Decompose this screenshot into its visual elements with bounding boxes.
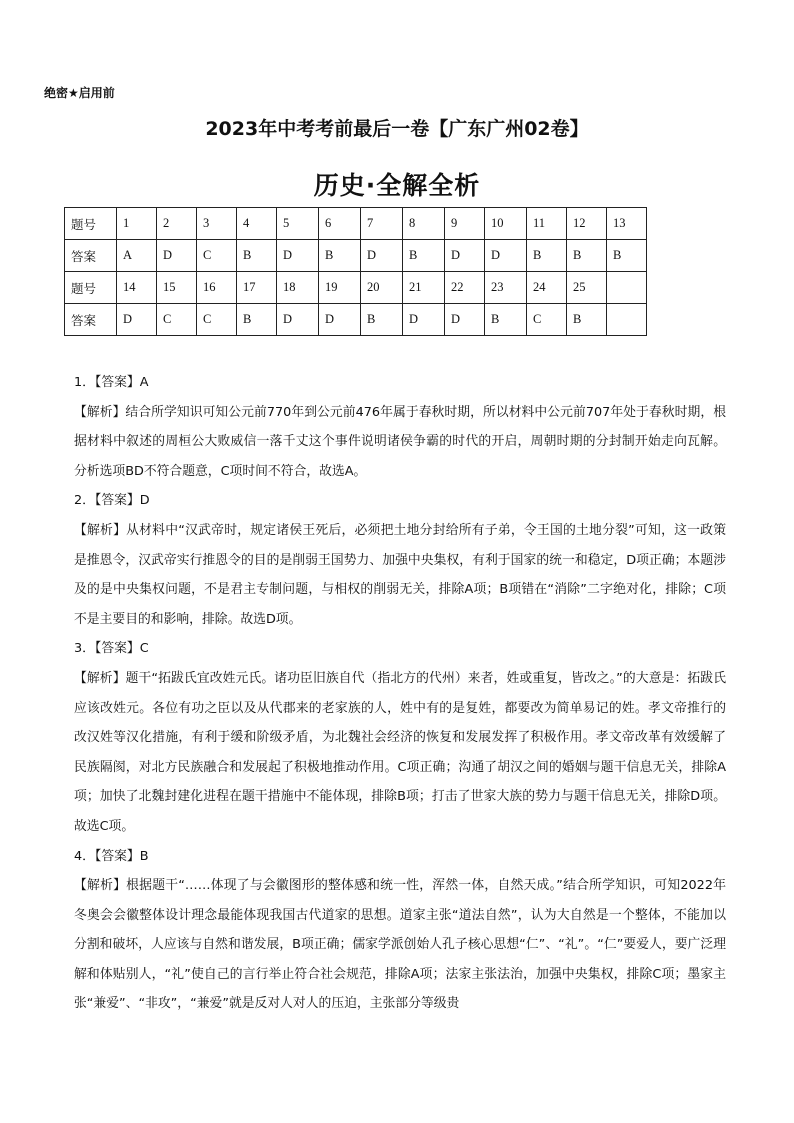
row-header-cell: 题号 [65, 208, 117, 240]
table-cell: B [237, 304, 277, 336]
table-cell: 20 [361, 272, 403, 304]
table-cell: 18 [277, 272, 319, 304]
table-cell: D [485, 240, 527, 272]
table-cell: B [607, 240, 647, 272]
table-cell: D [403, 304, 445, 336]
table-cell: B [237, 240, 277, 272]
table-cell: D [277, 240, 319, 272]
table-cell: B [567, 304, 607, 336]
analysis-text: 【解析】根据题干“……体现了与会徽图形的整体感和统一性，浑然一体，自然天成。”结合所学知识，可知2022年冬奥会会徽整体设计理念最能体现我国古代道家的思想。道家主张“道法自然”，认为大自然是一个整体，不能加以分割和破坏，人应该与自然和谐发展，B项正确；儒家学派创始人孔子核心思想“仁”、“礼”。“仁”要爱人，要广泛理解和体贴别人，“礼”使自己的言行举止符合社会规范，排除A项；法家主张法治，加强中央集权，排除C项；墨家主张“兼爱”、“非攻”，“兼爱”就是反对人对人的压迫，主张部分等级贵 [74, 878, 726, 1012]
table-cell: 16 [197, 272, 237, 304]
table-cell: 10 [485, 208, 527, 240]
table-cell: B [567, 240, 607, 272]
table-cell: B [527, 240, 567, 272]
row-header-cell: 答案 [65, 240, 117, 272]
table-cell: 8 [403, 208, 445, 240]
table-cell: 1 [117, 208, 157, 240]
question-block [74, 486, 726, 634]
table-cell: 22 [445, 272, 485, 304]
answer-table [64, 207, 647, 336]
table-cell: D [277, 304, 319, 336]
analysis-text: 【解析】结合所学知识可知公元前770年到公元前476年属于春秋时期，所以材料中公元前707年处于春秋时期，根据材料中叙述的周桓公大败威信一落千丈这个事件说明诸侯争霸的时代的开启，周朝时期的分封制开始走向瓦解。分析选项BD不符合题意，C项时间不符合，故选A。 [74, 404, 726, 479]
table-cell: B [361, 304, 403, 336]
table-cell: 3 [197, 208, 237, 240]
analysis-section [74, 368, 726, 1019]
table-cell: 7 [361, 208, 403, 240]
table-row [65, 208, 647, 240]
table-cell [607, 272, 647, 304]
table-cell: 17 [237, 272, 277, 304]
table-row [65, 304, 647, 336]
question-block [74, 634, 726, 841]
table-cell: 4 [237, 208, 277, 240]
question-block [74, 842, 726, 1020]
answer-line: 1．【答案】A [74, 375, 149, 390]
analysis-text: 【解析】题干“拓跋氏宜改姓元氏。诸功臣旧族自代（指北方的代州）来者，姓或重复，皆改之。”的大意是：拓跋氏应该改姓元。各位有功之臣以及从代郡来的老家族的人，姓中有的是复姓，都要改为简单易记的姓。孝文帝推行的改汉姓等汉化措施，有利于缓和阶级矛盾，为北魏社会经济的恢复和发展发挥了积极作用。孝文帝改革有效缓解了民族隔阂，对北方民族融合和发展起了积极地推动作用。C项正确；沟通了胡汉之间的婚姻与题干信息无关，排除A项；加快了北魏封建化进程在题干措施中不能体现，排除B项；打击了世家大族的势力与题干信息无关，排除D项。故选C项。 [74, 670, 726, 834]
analysis-text: 【解析】从材料中“汉武帝时，规定诸侯王死后，必须把土地分封给所有子弟，令王国的土地分裂”可知，这一政策是推恩令，汉武帝实行推恩令的目的是削弱王国势力、加强中央集权，有利于国家的统一和稳定，D项正确；本题涉及的是中央集权问题，不是君主专制问题，与相权的削弱无关，排除A项；B项错在“消除”二字绝对化，排除；C项不是主要目的和影响，排除。故选D项。 [74, 522, 726, 627]
table-cell: 5 [277, 208, 319, 240]
table-cell: A [117, 240, 157, 272]
exam-title: 2023年中考考前最后一卷【广东广州02卷】 [205, 118, 589, 140]
table-cell: D [445, 240, 485, 272]
table-cell: 21 [403, 272, 445, 304]
table-cell: 12 [567, 208, 607, 240]
table-cell: D [361, 240, 403, 272]
table-cell: 6 [319, 208, 361, 240]
table-cell: 15 [157, 272, 197, 304]
question-block [74, 368, 726, 486]
table-cell: C [527, 304, 567, 336]
table-cell [607, 304, 647, 336]
table-row [65, 272, 647, 304]
answer-line: 2．【答案】D [74, 493, 150, 509]
table-cell: C [157, 304, 197, 336]
table-cell: 25 [567, 272, 607, 304]
table-row [65, 240, 647, 272]
row-header-cell: 题号 [65, 272, 117, 304]
table-cell: 2 [157, 208, 197, 240]
table-cell: 9 [445, 208, 485, 240]
table-cell: 19 [319, 272, 361, 304]
table-cell: B [403, 240, 445, 272]
table-cell: 13 [607, 208, 647, 240]
table-cell: 23 [485, 272, 527, 304]
table-cell: D [117, 304, 157, 336]
table-cell: B [319, 240, 361, 272]
answer-line: 4．【答案】B [74, 848, 149, 864]
table-cell: D [445, 304, 485, 336]
table-cell: D [319, 304, 361, 336]
table-cell: 24 [527, 272, 567, 304]
answer-line: 3．【答案】C [74, 641, 149, 657]
row-header-cell: 答案 [65, 304, 117, 336]
exam-subtitle: 历史·全解全析 [313, 171, 481, 200]
table-cell: C [197, 240, 237, 272]
table-cell: D [157, 240, 197, 272]
table-cell: 14 [117, 272, 157, 304]
table-cell: B [485, 304, 527, 336]
table-cell: C [197, 304, 237, 336]
confidential-label: 绝密★启用前 [44, 86, 115, 100]
table-cell: 11 [527, 208, 567, 240]
